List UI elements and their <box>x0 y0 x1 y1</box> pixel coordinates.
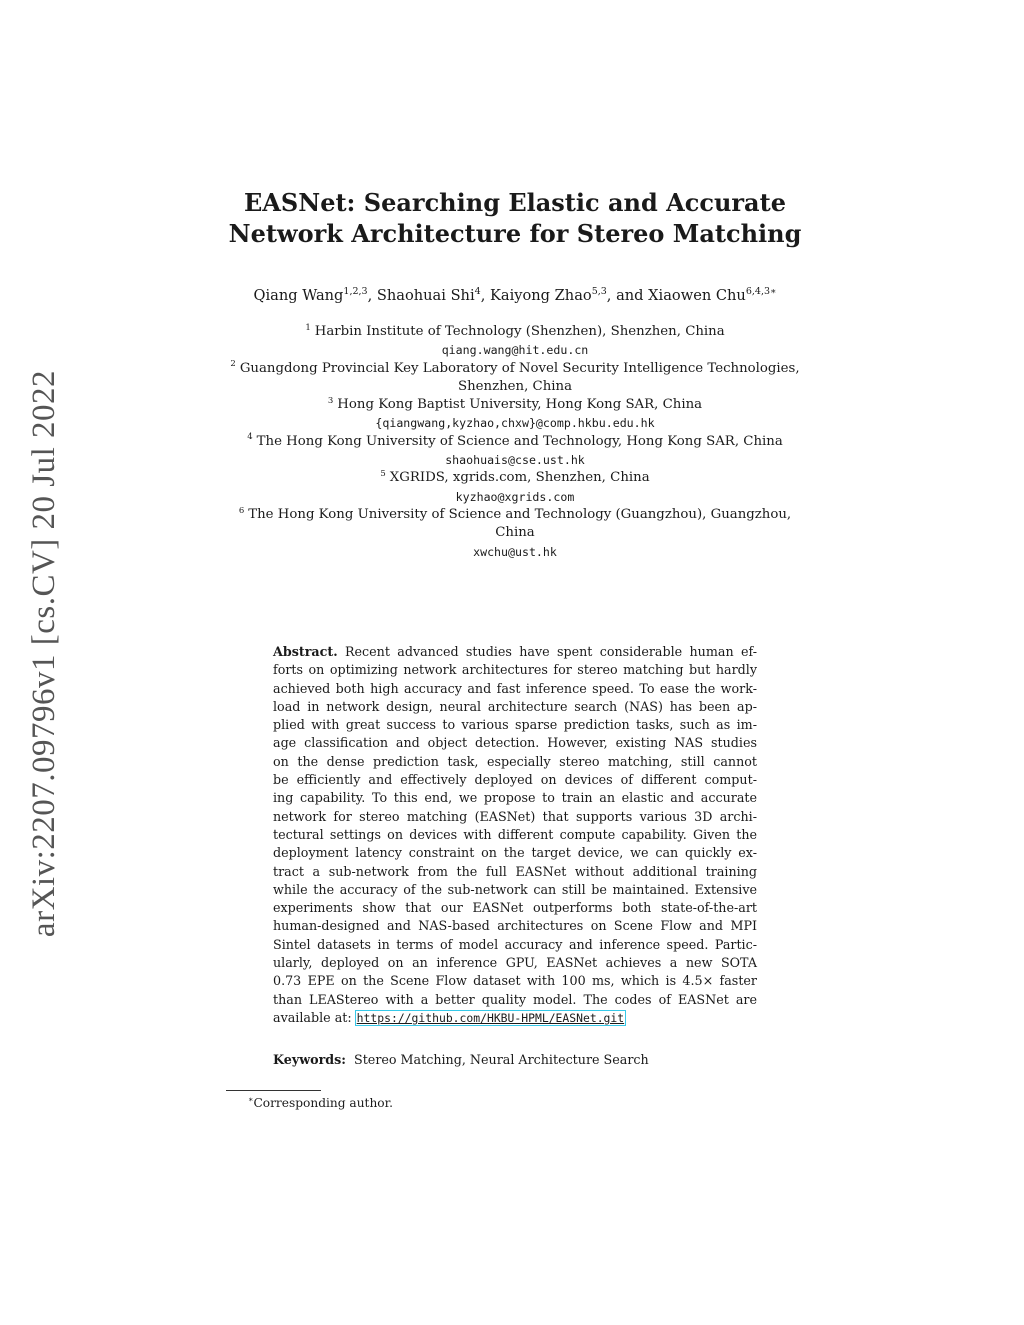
abstract-line: ularly, deployed on an inference GPU, EASNet achieves a new SOTA <box>273 955 757 971</box>
abstract-line: Sintel datasets in terms of model accuracy and inference speed. Partic- <box>273 936 757 952</box>
arxiv-side-stamp <box>25 363 65 943</box>
affiliation-number: 4 <box>247 432 253 443</box>
abstract-line: tract a sub-network from the full EASNet without additional training <box>273 863 757 879</box>
author-list <box>150 287 880 304</box>
affiliation-text: The Hong Kong University of Science and Technology (Guangzhou), Guangzhou, <box>248 506 792 522</box>
affiliation-email: shaohuais@cse.ust.hk <box>445 453 585 468</box>
affiliation-text: Guangdong Provincial Key Laboratory of Novel Security Intelligence Technologies, <box>239 360 800 376</box>
abstract-line: human-designed and NAS-based architectures on Scene Flow and MPI <box>273 918 757 934</box>
abstract-line: than LEAStereo with a better quality model. The codes of EASNet are <box>273 991 757 1007</box>
affiliation-text: The Hong Kong University of Science and Technology, Hong Kong SAR, China <box>256 433 783 449</box>
footnote <box>248 1096 393 1110</box>
author-separator: , and <box>606 287 649 304</box>
author-name: Shaohuai Shi <box>376 287 475 304</box>
author-name: Xiaowen Chu <box>648 287 746 304</box>
title-line-1: EASNet: Searching Elastic and Accurate <box>244 188 786 217</box>
affiliation-3 <box>150 396 880 414</box>
abstract-line: age classification and object detection. However, existing NAS studies <box>273 735 757 751</box>
title-line-2: Network Architecture for Stereo Matching <box>228 219 802 248</box>
affiliation-email: kyzhao@xgrids.com <box>455 489 575 504</box>
affiliation-email: {qiangwang,kyzhao,chxw}@comp.hkbu.edu.hk <box>375 416 655 431</box>
author-affiliation-mark: 1,2,3 <box>343 286 368 298</box>
affiliation-number: 2 <box>230 359 236 370</box>
affiliations <box>150 323 880 561</box>
author-affiliation-mark: 5,3 <box>591 286 607 298</box>
affiliation-1 <box>150 323 880 341</box>
abstract-line: load in network design, neural architecture search (NAS) has been ap- <box>273 698 757 714</box>
abstract-line <box>273 643 757 661</box>
affiliation-number: 6 <box>238 505 245 516</box>
abstract-line <box>273 1009 757 1027</box>
author-separator: , <box>367 287 377 304</box>
arxiv-identifier: arXiv:2207.09796v1 [cs.CV] 20 Jul 2022 <box>26 369 63 937</box>
affiliation-4 <box>150 433 880 451</box>
abstract-line: plied with great success to various sparse prediction tasks, such as im- <box>273 717 757 733</box>
abstract <box>273 643 757 1027</box>
author-affiliation-mark: 4 <box>474 286 481 298</box>
abstract-line: achieved both high accuracy and fast inference speed. To ease the work- <box>273 680 757 696</box>
affiliation-text: Hong Kong Baptist University, Hong Kong SAR, China <box>337 397 703 413</box>
affiliation-text: Harbin Institute of Technology (Shenzhen), Shenzhen, China <box>314 324 725 339</box>
author-separator: , <box>480 287 490 304</box>
abstract-line: 0.73 EPE on the Scene Flow dataset with 100 ms, which is 4.5× faster <box>273 973 757 989</box>
abstract-line: experiments show that our EASNet outperforms both state-of-the-art <box>273 900 757 916</box>
affiliation-text-continued: China <box>495 525 535 541</box>
abstract-line: on the dense prediction task, especially stereo matching, still cannot <box>273 753 757 769</box>
footnote-text: Corresponding author. <box>253 1096 393 1110</box>
footnote-mark: ∗ <box>248 1094 254 1104</box>
keywords <box>273 1052 649 1067</box>
abstract-label: Abstract. <box>273 644 338 659</box>
abstract-line: be efficiently and effectively deployed on devices of different comput- <box>273 772 757 788</box>
keywords-text: Stereo Matching, Neural Architecture Search <box>354 1052 649 1067</box>
abstract-line: ing capability. To this end, we propose to train an elastic and accurate <box>273 790 757 806</box>
affiliation-2 <box>150 360 880 378</box>
affiliation-6 <box>150 506 880 524</box>
affiliation-number: 1 <box>305 322 311 333</box>
abstract-line: tectural settings on devices with different compute capability. Given the <box>273 826 757 842</box>
abstract-text: available at: <box>273 1009 356 1025</box>
author-name: Qiang Wang <box>253 287 344 304</box>
abstract-text: Recent advanced studies have spent considerable human ef- <box>344 644 757 659</box>
affiliation-number: 3 <box>327 395 334 406</box>
abstract-line: while the accuracy of the sub-network can still be maintained. Extensive <box>273 881 757 897</box>
author-affiliation-mark: 6,4,3∗ <box>745 286 777 298</box>
keywords-label: Keywords: <box>273 1052 346 1067</box>
affiliation-email: qiang.wang@hit.edu.cn <box>441 343 589 358</box>
affiliation-5 <box>150 469 880 487</box>
abstract-line: network for stereo matching (EASNet) that supports various 3D archi- <box>273 808 757 824</box>
affiliation-email: xwchu@ust.hk <box>473 544 557 559</box>
affiliation-text-continued: Shenzhen, China <box>457 378 573 394</box>
paper-title <box>150 187 880 249</box>
github-repo-link[interactable]: https://github.com/HKBU-HPML/EASNet.git <box>356 1010 625 1025</box>
affiliation-text: XGRIDS, xgrids.com, Shenzhen, China <box>389 470 650 486</box>
abstract-line: forts on optimizing network architectures for stereo matching but hardly <box>273 662 757 678</box>
abstract-line: deployment latency constraint on the target device, we can quickly ex- <box>273 845 757 861</box>
affiliation-number: 5 <box>380 468 386 479</box>
footnote-rule <box>226 1090 321 1091</box>
author-name: Kaiyong Zhao <box>489 287 592 304</box>
